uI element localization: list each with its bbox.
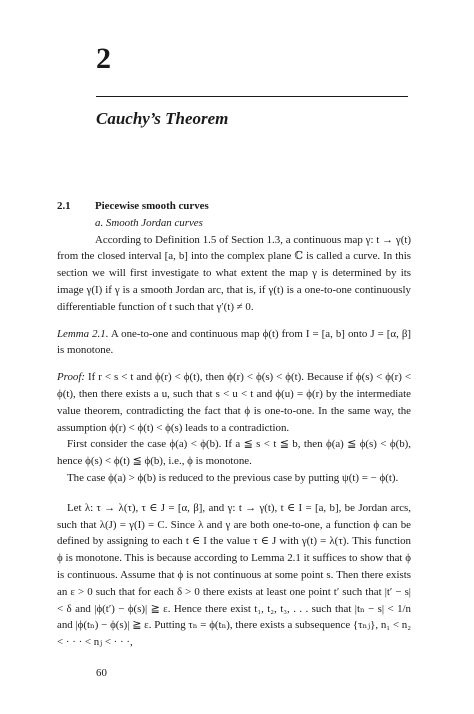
page-number: 60	[96, 667, 107, 679]
lemma-paragraph	[57, 326, 411, 360]
lemma-text: A one-to-one and continuous map ϕ(t) from I = [a, b] onto J = [α, β] is monotone.	[57, 327, 411, 357]
section-heading	[57, 198, 411, 215]
jordan-paragraph: Let λ: τ → λ(τ), τ ∈ J = [α, β], and γ: t → γ(t), t ∈ I = [a, b], be Jordan arcs, such that λ(J) = γ(I) = C. Since λ and γ are both one-to-one, a function ϕ can be defined by assigning to each t ∈ I the value τ ∈ J with γ(t) = λ(τ). This function ϕ is monotone. This is because according to Lemma 2.1 it suffices to show that ϕ is continuous. Assume that ϕ is not continuous at some point s. Then there exists an ε > 0 such that for each δ > 0 there exists at least one point t′ such that |t′ − s| < δ and |ϕ(t′) − ϕ(s)| ≧ ε. Hence there exist t₁, t₂, t₃, . . . such that |tₙ − s| < 1/n and |ϕ(tₙ) − ϕ(s)| ≧ ε. Putting τₙ = ϕ(tₙ), there exists a subsequence {τₙⱼ}, n₁ < n₂ < · · · < nⱼ < · · ·,	[57, 501, 411, 649]
lemma-label: Lemma 2.1.	[57, 327, 109, 340]
section-number: 2.1	[57, 200, 71, 212]
case1-paragraph: First consider the case ϕ(a) < ϕ(b). If a ≦ s < t ≦ b, then ϕ(a) ≦ ϕ(s) < ϕ(b), hence ϕ(s) < ϕ(t) ≦ ϕ(b), i.e., ϕ is monotone.	[57, 438, 411, 468]
chapter-rule	[96, 96, 408, 97]
body-text	[57, 198, 411, 651]
proof-paragraph	[57, 369, 411, 436]
case2-paragraph: The case ϕ(a) > ϕ(b) is reduced to the previous case by putting ψ(t) = − ϕ(t).	[67, 471, 399, 484]
chapter-title: Cauchy’s Theorem	[96, 109, 229, 128]
intro-paragraph: According to Definition 1.5 of Section 1.3, a continuous map γ: t → γ(t) from the closed interval [a, b] into the complex plane ℂ is called a curve. In this section we will first investigate to what extent the map γ is determined by its image γ(I) if γ is a smooth Jordan arc, that is, if γ(t) is a one-to-one continuously differentiable function of t such that γ′(t) ≠ 0.	[57, 233, 411, 313]
chapter-number: 2	[96, 42, 111, 75]
section-title: Piecewise smooth curves	[95, 200, 209, 212]
subsection-heading: a. Smooth Jordan curves	[95, 216, 203, 229]
proof-label: Proof:	[57, 371, 86, 384]
proof-text: If r < s < t and ϕ(r) < ϕ(t), then ϕ(r) < ϕ(s) < ϕ(t). Because if ϕ(s) < ϕ(r) < ϕ(t), then there exists a u, such that s < u < t and ϕ(u) = ϕ(r) by the intermediate value theorem, contradicting the fact that ϕ is one-to-one. In the same way, the assumption ϕ(r) < ϕ(t) < ϕ(s) leads to a contradiction.	[57, 371, 411, 434]
